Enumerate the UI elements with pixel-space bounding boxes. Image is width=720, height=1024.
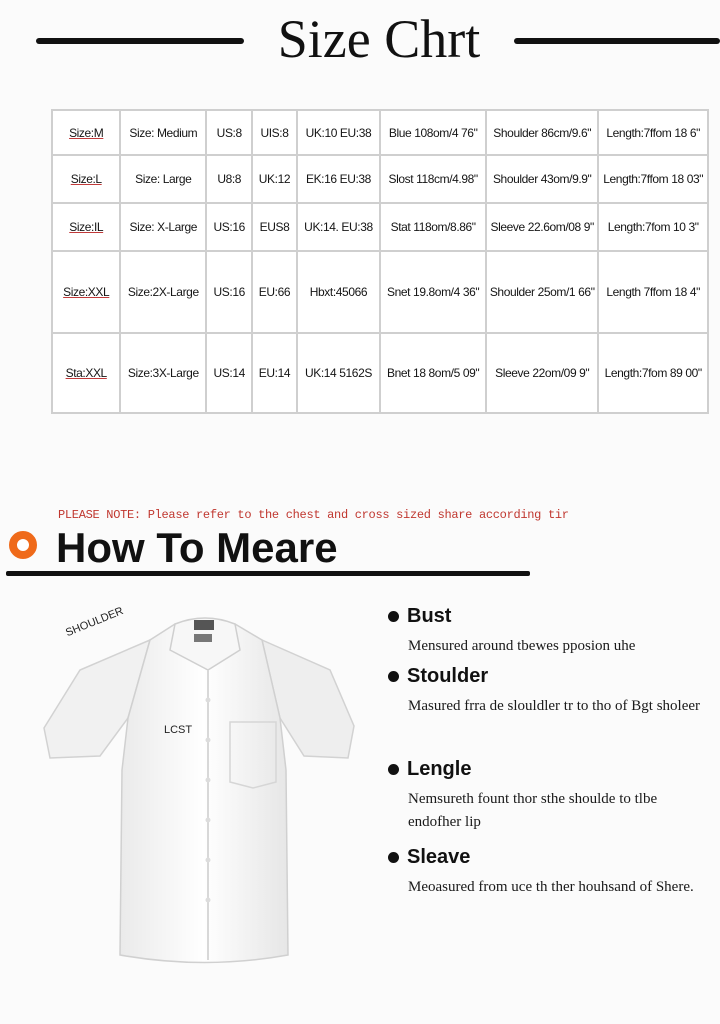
table-row [52,110,708,155]
shirt-tag [194,620,214,630]
table-row [52,333,708,413]
measure-title: Stoulder [407,665,489,687]
table-cell: Length:7fom 89 00" [598,333,708,413]
table-cell: Length:7ffom 18 03" [598,155,708,203]
table-cell: Sta:XXL [52,333,120,413]
table-cell: Slost 118cm/4.98" [380,155,486,203]
shoulder-label: SHOULDER [64,605,126,640]
table-cell: US:14 [206,333,252,413]
how-to-measure-title: How To Meare [56,524,338,571]
how-to-measure-header [0,522,720,582]
table-cell: Sleeve 22.6om/08 9" [486,203,598,251]
page-title: Size Chrt [277,9,481,69]
table-row [52,251,708,333]
table-cell: Size: Medium [120,110,206,155]
table-cell: Size:XXL [52,251,120,333]
table-cell: Size:M [52,110,120,155]
table-cell: UK:10 EU:38 [297,110,381,155]
measure-length [388,756,708,834]
bullet-icon [388,611,399,622]
table-cell: Shoulder 25om/1 66" [486,251,598,333]
table-row [52,203,708,251]
measure-title: Sleave [407,846,471,868]
table-cell: EUS8 [252,203,296,251]
table-cell: Sleeve 22om/09 9" [486,333,598,413]
bullet-icon [388,852,399,863]
table-cell: Size: Large [120,155,206,203]
table-cell: Size: X-Large [120,203,206,251]
measure-shoulder [388,663,708,718]
table-cell: Size:IL [52,203,120,251]
title-rule-right [514,38,720,44]
measure-desc: Masured frra de slouldler tr to tho of Bgt sholeer [408,698,701,714]
table-cell: EK:16 EU:38 [297,155,381,203]
table-cell: Bnet 18 8om/5 09" [380,333,486,413]
shirt-body [120,624,288,963]
shirt-illustration [30,600,370,975]
bullet-icon [388,764,399,775]
table-cell: Shoulder 86cm/9.6" [486,110,598,155]
shirt-tag-2 [194,634,212,642]
table-cell: Size:3X-Large [120,333,206,413]
measure-title: Lengle [407,758,472,780]
table-cell: EU:66 [252,251,296,333]
orange-circle-icon [9,531,37,559]
table-cell: US:16 [206,251,252,333]
table-cell: US:8 [206,110,252,155]
measure-desc: Nemsureth fount thor sthe shoulde to tlbe endofher lip [408,791,658,830]
table-cell: Hbxt:45066 [297,251,381,333]
title-rule-left [36,38,244,44]
measure-sleeve [388,844,708,899]
bust-label: LCST [164,724,193,736]
table-cell: UK:14. EU:38 [297,203,381,251]
size-chart-table [51,109,709,414]
table-cell: Length:7ffom 18 6" [598,110,708,155]
table-cell: UK:12 [252,155,296,203]
bullet-icon [388,671,399,682]
please-note: PLEASE NOTE: Please refer to the chest and cross sized share according tir [58,508,569,522]
how-to-rule [6,571,530,576]
table-cell: U8:8 [206,155,252,203]
table-cell: Blue 108om/4 76" [380,110,486,155]
table-cell: UK:14 5162S [297,333,381,413]
title-row [0,0,720,80]
table-cell: Stat 118om/8.86" [380,203,486,251]
table-cell: EU:14 [252,333,296,413]
measure-title: Bust [407,605,452,627]
table-cell: Size:2X-Large [120,251,206,333]
measure-bust [388,603,708,658]
table-cell: Size:L [52,155,120,203]
table-cell: Length 7ffom 18 4" [598,251,708,333]
table-cell: UIS:8 [252,110,296,155]
table-cell: Length:7fom 10 3" [598,203,708,251]
table-cell: Shoulder 43om/9.9" [486,155,598,203]
table-cell: US:16 [206,203,252,251]
measure-desc: Mensured around tbewes pposion uhe [408,638,636,654]
measure-desc: Meoasured from uce th ther houhsand of Shere. [408,879,694,895]
table-cell: Snet 19.8om/4 36" [380,251,486,333]
table-row [52,155,708,203]
